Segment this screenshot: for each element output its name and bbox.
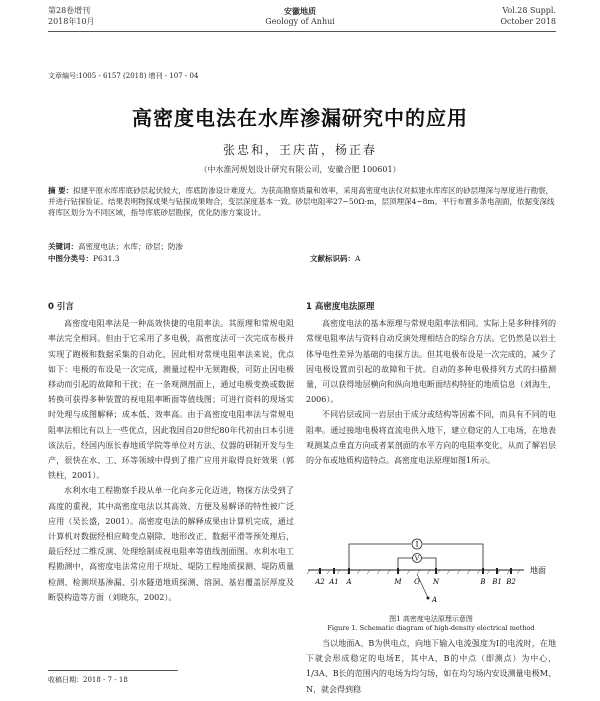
electrode: [333, 568, 335, 574]
figure-caption-cn: 图1 高密度电法原理示意图: [389, 615, 473, 623]
principle-paragraph-2: 不同岩层或同一岩层由于成分或结构等因素不同，而具有不同的电阻率。通过接地电极将直流电供入地下，建立稳定的人工电场，在地表观测某点垂直方向或者某剖面的水平方向的电阻率变化，从而了解岩层的分布或地质构造特点。高密度电法原理如图1所示。: [306, 410, 556, 466]
meter-label: V: [414, 555, 420, 563]
left-column: [48, 300, 294, 605]
electrode: [496, 568, 498, 574]
document-code: [310, 253, 360, 264]
electrode-label: B1: [492, 578, 502, 586]
electrode-label: B2: [506, 578, 516, 586]
measurement-point: [427, 597, 430, 600]
intro-paragraph-1: 高密度电阻率法是一种高效快捷的电阻率法。其原理和常规电阻率法完全相同。但由于它采用了多电极，高密度法可一次完成布极并实现了跑极和数据采集的自动化，因此相对常规电阻率法来说，优点如下：电极的布设是一次完成，测量过程中无须跑极，可防止因电极移动而引起的故障和干扰；在一条观测剖面上，通过电极变换或数据转换可获得多种装置的视电阻率断面等值线图；可进行资料的现场实时处理与成图解释；成本低、效率高。由于高密度电阻率法与常规电阻率法相比有以上一些优点，因此我国自20世纪80年代初由日本引进该法后，经国内原长春地质学院等单位对方法、仪器的研制开发与生产，很快在水、工、环等领域中得到了推广应用并取得良好效果（郭铁柱，2001）。: [48, 319, 294, 481]
keywords-text: 高密度电法；水库；砂层；防渗: [78, 242, 183, 251]
classification-code: P631.3: [93, 254, 120, 263]
abstract-text: 拟建平原水库库底砂层起伏较大，库底防渗设计难度大。为获高勘察质量和效率，采用高密度电法仪对拟建水库库区的砂层埋深与厚度进行勘察，并进行钻探验证。结果表明物探成果与钻探成果吻合，变层深度基本一致。砂层电阻率27~50Ω·m，层顶埋深4~8m。平行布置多条电剖面，依据变深线将库区划分为不同区域，指导库底砂层勘探，优化防渗方案设计。: [48, 186, 555, 217]
source-label: A: [432, 596, 438, 604]
keywords-label: 关键词：: [48, 242, 78, 251]
section-heading-intro: 0 引言: [48, 302, 74, 312]
ground-hatch: [307, 570, 520, 574]
electrode-label: A: [346, 578, 352, 586]
ground-label: 地面: [530, 566, 546, 575]
header-rule: [48, 31, 556, 32]
right-column-continued: [306, 636, 556, 697]
section-heading-principle: 1 高密度电法原理: [306, 302, 375, 312]
header-date-en: October 2018: [500, 17, 556, 26]
authors: 张忠和，王庆苗，杨正春: [222, 143, 377, 157]
header-volume: 第28卷增刊: [48, 6, 91, 15]
principle-paragraph-3: 当以地面A、B为供电点，向地下输入电流强度为I的电流时，在地下就会形成稳定的电场E，其中A、B的中点（即测点）为中心，1/3A、B长的范围内的电场为均匀场，如在均匀场内安设测量电极M、N，就会得到稳: [306, 639, 556, 694]
header-date: 2018年10月: [48, 17, 95, 26]
classification: [48, 253, 120, 264]
document-code-value: A: [355, 254, 361, 263]
keywords: [48, 241, 556, 252]
electrode: [482, 568, 484, 574]
electrode-label: O: [414, 578, 420, 586]
page-title: 高密度电法在水库渗漏研究中的应用: [132, 106, 468, 130]
affiliation: （中水淮河规划设计研究有限公司，安徽合肥 100601）: [199, 165, 401, 174]
received-date: 收稿日期：2018 - 7 - 18: [48, 676, 128, 684]
electrode: [319, 568, 321, 574]
electrode-label: N: [432, 578, 440, 586]
electrode: [510, 568, 512, 574]
intro-paragraph-2: 水利水电工程勘察手段从单一化向多元化迈进，物探方法受到了高度的重视，其中高密度电法以其高效、方便及易解译的特性被广泛应用（吴长盛，2001）。高密度电法的解释成果由计算机完成，通过计算机对数据经相应畸变点剔除、地形改正、数据平滑等预处理后，最后经过二维反演、处理绘制成视电阻率等值线剖面图。水利水电工程勘测中，高密度电法常应用于坝址、堤防工程地质探测、堤防质量检测、检测坝基渗漏、引水隧道地质探测、溶洞、基岩覆盖层厚度及断裂构造等方面（刘晓东，2002）。: [48, 486, 294, 602]
header-journal-cn: 安徽地质: [284, 6, 316, 16]
current-wire-right: [423, 544, 483, 570]
header-volume-en: Vol.28 Suppl.: [502, 6, 556, 15]
figure-1-diagram: [306, 538, 556, 610]
footnote-rule: [48, 670, 178, 671]
figure-caption-en: Figure 1. Schematic diagram of high-density electrical method: [327, 624, 535, 632]
article-id: 文章编号:1005 - 6157 (2018) 增刊 - 107 - 04: [48, 72, 199, 80]
abstract-label: 摘 要：: [48, 186, 74, 195]
abstract: [48, 185, 556, 218]
electrode: [397, 568, 399, 574]
classification-label: 中图分类号：: [48, 254, 93, 263]
right-column: [306, 300, 556, 468]
electrode: [435, 568, 437, 574]
current-label: I: [415, 540, 419, 549]
header-journal-en: Geology of Anhui: [265, 17, 335, 26]
electrode-label: M: [394, 578, 402, 586]
current-wire-left: [349, 544, 411, 570]
electrode: [348, 568, 350, 574]
document-code-label: 文献标识码：: [310, 254, 355, 263]
principle-paragraph-1: 高密度电法的基本原理与常规电阻率法相同。实际上是多种排列的常规电阻率法与资料自动反演处理相结合的综合方法。它仍然是以岩土体导电性差异为基础的电探方法。但其电极布设是一次完成的，减少了因电极设置而引起的故障和干扰。自动的多种电极排列方式的扫描测量，可以获得地层横向和纵向地电断面结构特征的地质信息（刘海生，2006）。: [306, 319, 556, 405]
electrode-label: A2: [315, 578, 325, 586]
electrode-label: A1: [329, 578, 339, 586]
depth-line: [417, 574, 428, 598]
electrode-label: B: [480, 578, 486, 586]
